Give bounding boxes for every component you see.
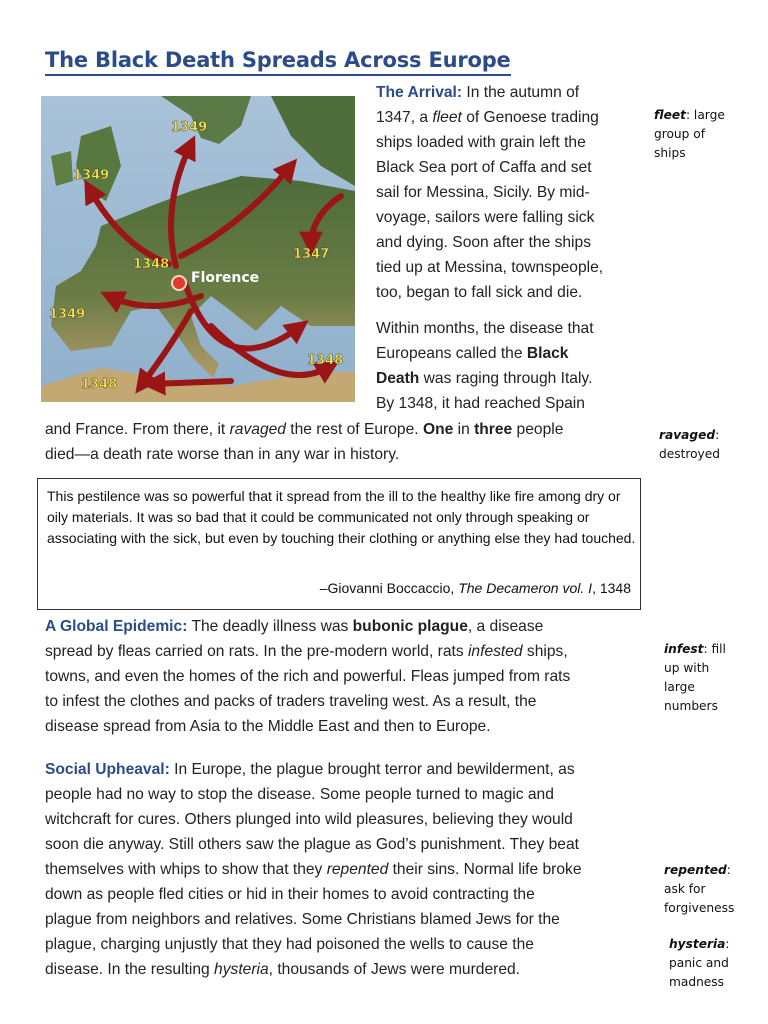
page-title: The Black Death Spreads Across Europe [45, 48, 511, 76]
epidemic-heading: A Global Epidemic: [45, 618, 188, 635]
upheaval-paragraph: Social Upheaval: In Europe, the plague brought terror and bewilderment, as people had no way to stop the disease. Some people turned to magic and witchcraft for cures. Others plunged into wild pleasures, believing they would soon die anyway. Still others saw the plague as God’s punishment. They beat themselves with whips to show that they repented their sins. Normal life broke down as people fled cities or hid in their homes to avoid contracting the plague from neighbors and relatives. Some Christians blamed Jews for the plague, charging unjustly that they had poisoned the wells to cause the disease. In the resulting hysteria, thousands of Jews were murdered. [45, 761, 582, 978]
map-year-label: 1349 [49, 307, 86, 322]
quote-text: This pestilence was so powerful that it spread from the ill to the healthy like fire among dry or oily materials. It was so bad that it could be communicated not only through speaking or associating with the sick, but even by touching their clothing or anything else they had touched. [47, 488, 636, 546]
map-year-label: 1348 [133, 257, 170, 272]
map-city-label: Florence [191, 270, 260, 286]
arrival-heading: The Arrival: [376, 84, 463, 101]
quote-citation: –Giovanni Boccaccio, The Decameron vol. I, 1348 [319, 580, 631, 596]
glossary-fleet: fleet: large group of ships [654, 108, 725, 160]
glossary-hysteria: hysteria: panic and madness [669, 937, 730, 989]
epidemic-paragraph: A Global Epidemic: The deadly illness was bubonic plague, a disease spread by fleas carried on rats. In the pre-modern world, rats infested ships, towns, and even the homes of the rich and powerful. Fleas jumped from rats to infest the clothes and packs of traders traveling west. As a result, the disease spread from Asia to the Middle East and then to Europe. [45, 618, 571, 735]
map-year-label: 1349 [73, 168, 110, 183]
months-paragraph-continued: and France. From there, it ravaged the rest of Europe. One in three people died—a death rate worse than in any war in history. [45, 421, 564, 463]
months-paragraph: Within months, the disease that Europeans called the Black Death was raging through Italy. By 1348, it had reached Spain [376, 320, 594, 412]
glossary-ravaged: ravaged: destroyed [659, 428, 721, 461]
glossary-repented: repented: ask for forgiveness [664, 863, 735, 915]
boccaccio-quote-box [37, 478, 641, 610]
arrival-paragraph: The Arrival: In the autumn of 1347, a fleet of Genoese trading ships loaded with grain left the Black Sea port of Caffa and set sail for Messina, Sicily. By mid- voyage, sailors were falling sick and dying. Soon after the ships tied up at Messina, townspeople, too, began to fall sick and die. [376, 84, 604, 301]
map-year-label: 1348 [307, 353, 344, 368]
plague-spread-map [41, 96, 355, 402]
glossary-infest: infest: fill up with large numbers [664, 642, 726, 713]
map-year-label: 1349 [171, 120, 208, 135]
map-year-label: 1348 [81, 377, 118, 392]
upheaval-heading: Social Upheaval: [45, 761, 170, 778]
map-year-label: 1347 [293, 247, 330, 262]
